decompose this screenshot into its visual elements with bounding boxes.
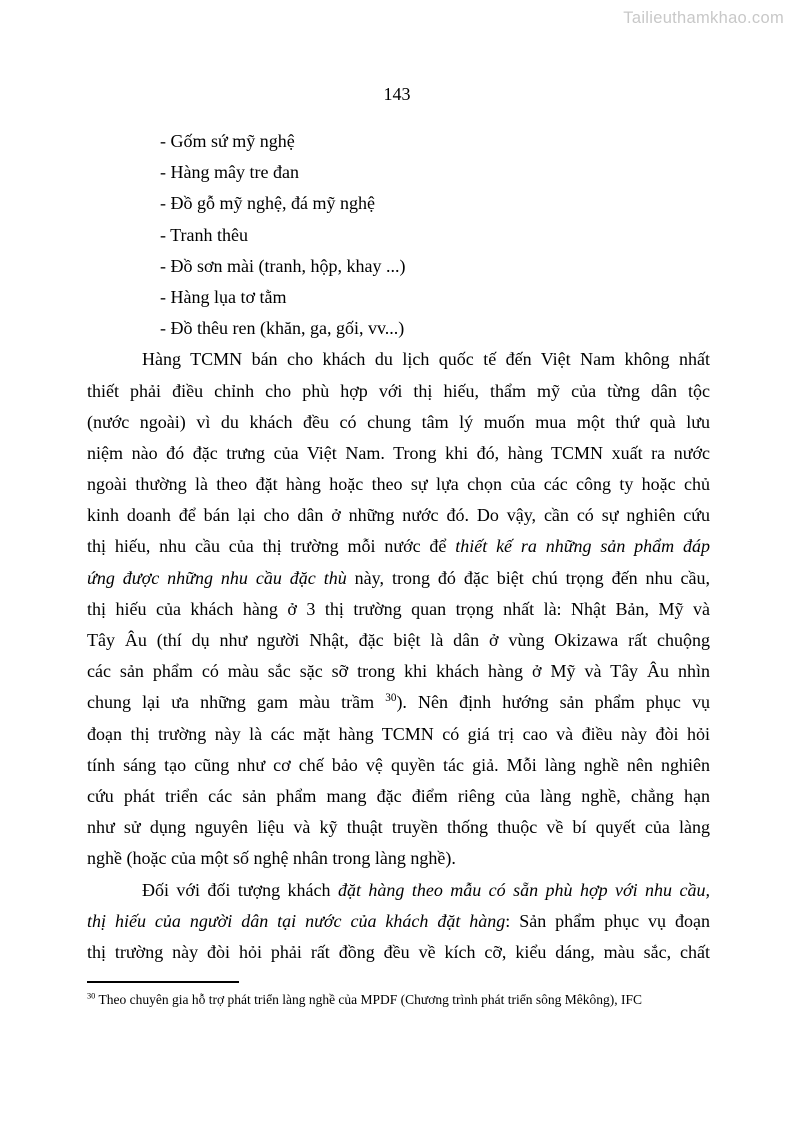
body-text: Đối với đối tượng khách <box>142 879 338 900</box>
paragraph-line <box>87 625 710 656</box>
paragraph-line <box>87 469 710 500</box>
list-item: - Đồ sơn mài (tranh, hộp, khay ...) <box>160 255 406 276</box>
footnote <box>87 990 710 1009</box>
page-body <box>87 126 710 1009</box>
body-text: : Sản phẩm phục vụ đoạn <box>505 910 710 931</box>
paragraph-line <box>87 563 710 594</box>
body-text: thị hiếu của khách hàng ở 3 thị trường quan trọng nhất là: Nhật Bản, Mỹ và <box>87 598 710 619</box>
paragraph-line <box>87 407 710 438</box>
body-text: nghề (hoặc của một số nghệ nhân trong làng nghề). <box>87 848 456 869</box>
body-text: tính sáng tạo cũng như cơ chế bảo vệ quyền tác giả. Mỗi làng nghề nên nghiên <box>87 754 710 775</box>
paragraph-line <box>87 656 710 687</box>
paragraph-line <box>87 531 710 562</box>
footnote-marker: 30 <box>87 991 96 1001</box>
body-text: ngoài thường là theo đặt hàng hoặc theo sự lựa chọn của các công ty hoặc chủ <box>87 474 710 495</box>
paragraph-line <box>87 843 710 874</box>
paragraph-line <box>87 906 710 937</box>
list-item: - Tranh thêu <box>160 224 249 245</box>
body-text: Hàng TCMN bán cho khách du lịch quốc tế đến Việt Nam không nhất <box>142 349 710 370</box>
list-item: - Hàng lụa tơ tằm <box>160 286 287 307</box>
paragraph-line <box>87 937 710 968</box>
footnote-reference: 30 <box>385 692 397 705</box>
paragraph-line <box>87 344 710 375</box>
footnote-block <box>87 981 710 1009</box>
footnote-separator <box>87 981 239 983</box>
footnote-text: Theo chuyên gia hỗ trợ phát triển làng nghề của MPDF (Chương trình phát triển sông Mêkông), IFC <box>95 992 642 1008</box>
italic-text: thị hiếu của người dân tại nước của khách đặt hàng <box>87 910 506 931</box>
italic-text: đặt hàng theo mẫu có sẵn phù hợp với nhu cầu, <box>337 879 710 900</box>
body-text: niệm nào đó đặc trưng của Việt Nam. Trong khi đó, hàng TCMN xuất ra nước <box>87 442 710 463</box>
body-text: ). Nên định hướng sản phẩm phục vụ <box>396 692 710 713</box>
watermark: Tailieuthamkhao.com <box>623 9 784 27</box>
body-text: các sản phẩm có màu sắc sặc sỡ trong khi khách hàng ở Mỹ và Tây Âu nhìn <box>87 661 710 682</box>
paragraph-line <box>87 687 710 718</box>
paragraph-line <box>87 594 710 625</box>
paragraph-line <box>87 781 710 812</box>
page-number: 143 <box>383 84 411 104</box>
body-paragraphs <box>87 344 710 968</box>
paragraph-line <box>87 812 710 843</box>
product-list <box>87 126 710 344</box>
body-text: thị hiếu, nhu cầu của thị trường mỗi nước để <box>87 536 456 557</box>
paragraph-line <box>87 376 710 407</box>
italic-text: ứng được những nhu cầu đặc thù <box>87 567 347 588</box>
body-text: thị trường này đòi hỏi phải rất đồng đều về kích cỡ, kiểu dáng, màu sắc, chất <box>87 941 710 962</box>
body-text: Tây Âu (thí dụ như người Nhật, đặc biệt là dân ở vùng Okizawa rất chuộng <box>87 630 710 650</box>
list-item: - Đồ gỗ mỹ nghệ, đá mỹ nghệ <box>160 193 375 214</box>
paragraph-line <box>87 438 710 469</box>
body-text: kinh doanh để bán lại cho dân ở những nước đó. Do vậy, cần có sự nghiên cứu <box>87 505 710 526</box>
paragraph-line <box>87 750 710 781</box>
body-text: cứu phát triển các sản phẩm mang đặc điểm riêng của làng nghề, chẳng hạn <box>87 785 710 806</box>
body-text: (nước ngoài) vì du khách đều có chung tâm lý muốn mua một thứ quà lưu <box>87 411 710 432</box>
body-text: như sử dụng nguyên liệu và kỹ thuật truyền thống thuộc về bí quyết của làng <box>87 817 710 838</box>
list-item: - Gốm sứ mỹ nghệ <box>160 131 295 151</box>
body-text: này, trong đó đặc biệt chú trọng đến nhu cầu, <box>346 567 710 588</box>
italic-text: thiết kế ra những sản phẩm đáp <box>455 536 711 557</box>
list-item: - Đồ thêu ren (khăn, ga, gối, vv...) <box>160 318 405 339</box>
paragraph-line <box>87 875 710 906</box>
body-text: thiết phải điều chỉnh cho phù hợp với thị hiếu, thẩm mỹ của từng dân tộc <box>87 380 710 401</box>
list-item: - Hàng mây tre đan <box>160 162 299 183</box>
paragraph-line <box>87 719 710 750</box>
body-text: đoạn thị trường này là các mặt hàng TCMN có giá trị cao và điều này đòi hỏi <box>87 723 710 744</box>
body-text: chung lại ưa những gam màu trầm <box>87 692 386 713</box>
paragraph-line <box>87 500 710 531</box>
